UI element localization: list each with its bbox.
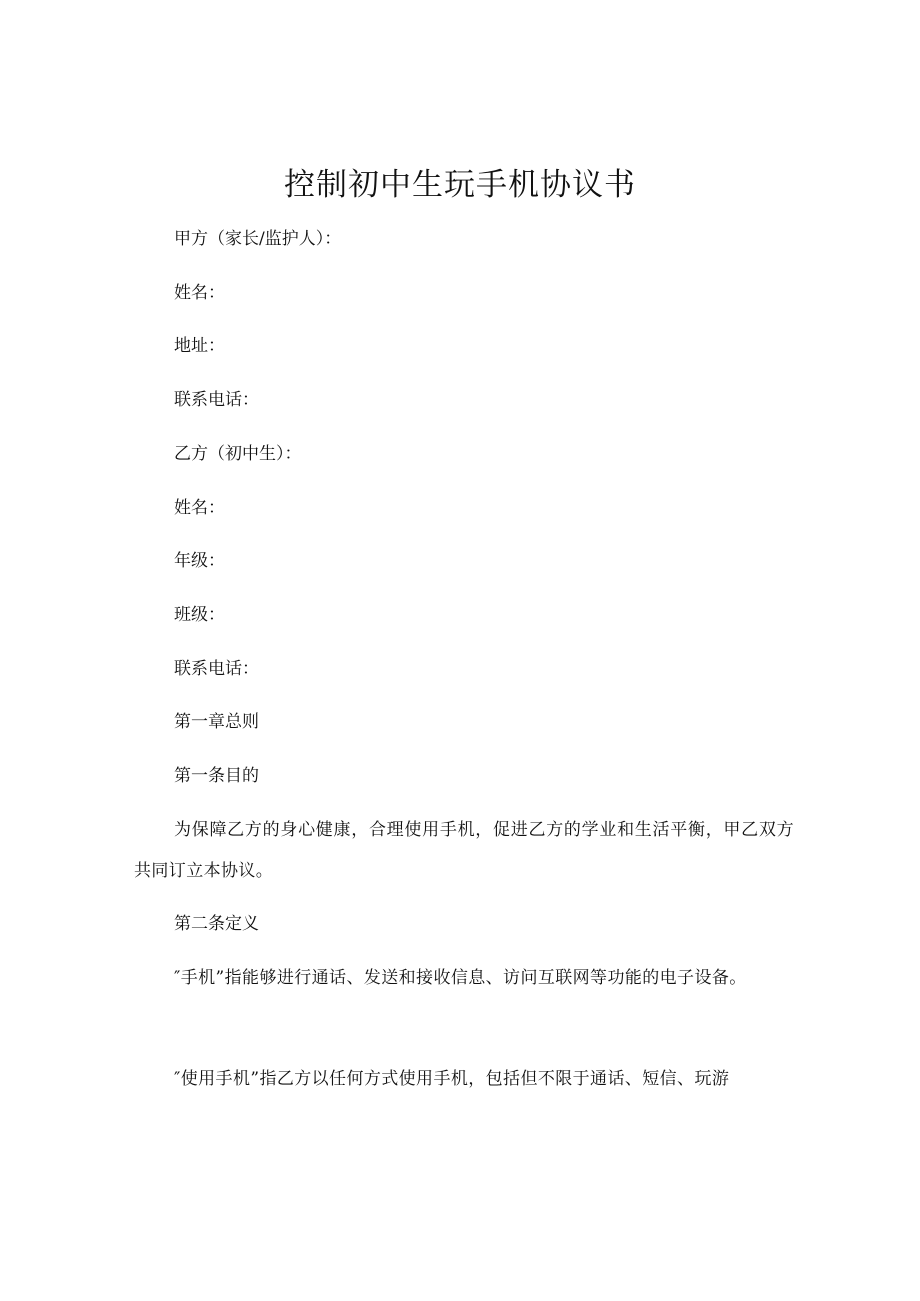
party-b-heading: 乙方（初中生）： xyxy=(174,444,302,464)
article-1-heading: 第一条目的 xyxy=(174,766,259,786)
party-b-grade-label: 年级： xyxy=(174,551,225,571)
party-a-phone-label: 联系电话： xyxy=(174,390,259,410)
document-title: 控制初中生玩手机协议书 xyxy=(284,167,636,203)
party-b-phone-label: 联系电话： xyxy=(174,659,259,679)
party-b-class-label: 班级： xyxy=(174,605,225,625)
party-a-heading: 甲方（家长/监护人）： xyxy=(174,229,342,249)
party-a-name-label: 姓名： xyxy=(174,283,225,303)
definition-phone: ″手机”指能够进行通话、发送和接收信息、访问互联网等功能的电子设备。 xyxy=(174,968,747,988)
article-1-text: 为保障乙方的身心健康，合理使用手机，促进乙方的学业和生活平衡，甲乙双方共同订立本协议。 xyxy=(134,820,794,881)
chapter-heading: 第一章总则 xyxy=(174,712,259,732)
definition-phone-use: ″使用手机”指乙方以任何方式使用手机，包括但不限于通话、短信、玩游 xyxy=(174,1069,730,1089)
article-2-heading: 第二条定义 xyxy=(174,914,259,934)
party-b-name-label: 姓名： xyxy=(174,498,225,518)
party-a-address-label: 地址： xyxy=(174,336,225,356)
